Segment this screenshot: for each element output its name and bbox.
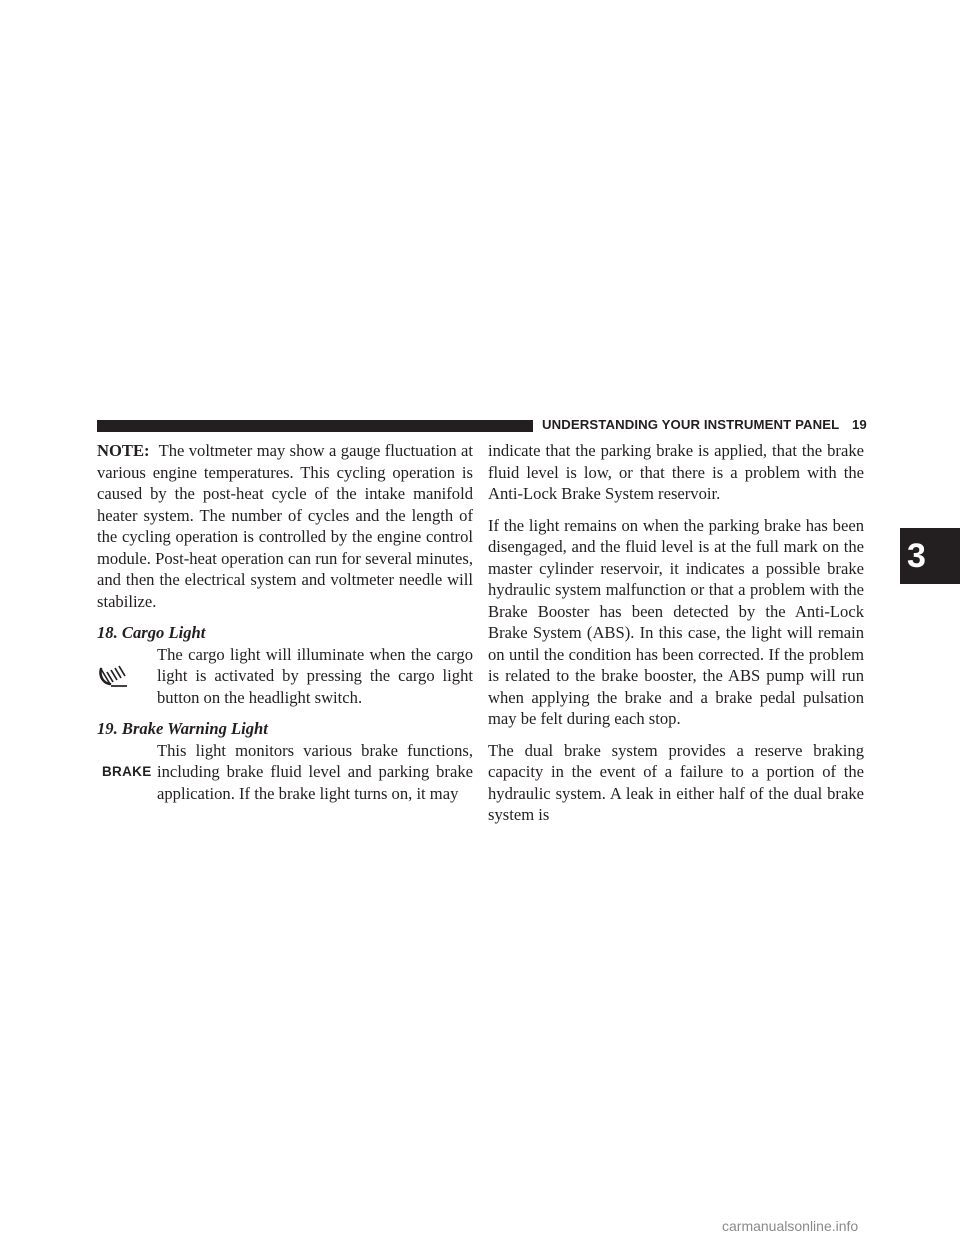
right-column <box>488 440 864 826</box>
paragraph: indicate that the parking brake is applied, that the brake fluid level is low, or that there is a problem with the Anti-Lock Brake System reservoir. <box>488 441 864 503</box>
header-bar <box>97 420 533 432</box>
section-title: UNDERSTANDING YOUR INSTRUMENT PANEL <box>542 417 840 432</box>
item-cargo-light <box>97 622 473 708</box>
item-brake-warning-light <box>97 718 473 804</box>
chapter-tab: 3 <box>900 528 960 584</box>
note-paragraph <box>97 440 473 612</box>
cargo-light-icon <box>97 663 131 689</box>
paragraph: The dual brake system provides a reserve braking capacity in the event of a failure to a portion of the hydraulic system. A leak in either half of the dual brake system is <box>488 740 864 824</box>
note-text: The voltmeter may show a gauge fluctuation at various engine temperatures. This cycling operation is caused by the post-heat cycle of the intake manifold heater system. The number of cycles and the length of the cycling operation is controlled by the engine control module. Post-heat operation can run for several minutes, and then the electrical system and voltmeter needle will stabilize. <box>97 441 473 611</box>
item-heading: 19. Brake Warning Light <box>97 719 268 738</box>
item-heading: 18. Cargo Light <box>97 623 206 642</box>
page-number: 19 <box>852 417 867 432</box>
paragraph: If the light remains on when the parking brake has been disengaged, and the fluid level is at the full mark on the master cylinder reservoir, it indicates a possible brake hydraulic system malfunction or that a problem with the Brake Booster has been detected by the Anti-Lock Brake System (ABS). In this case, the light will remain on until the condition has been corrected. If the problem is related to the brake booster, the ABS pump will run when applying the brake and a brake pedal pulsation may be felt during each stop. <box>488 515 864 728</box>
note-label: NOTE: <box>97 441 150 460</box>
left-column <box>97 440 473 804</box>
brake-warning-icon: BRAKE <box>102 764 152 779</box>
watermark: carmanualsonline.info <box>722 1218 859 1234</box>
item-text: The cargo light will illuminate when the cargo light is activated by pressing the cargo light button on the headlight switch. <box>157 644 473 707</box>
item-text: This light monitors various brake functions, including brake fluid level and parking brake application. If the brake light turns on, it may <box>157 740 473 803</box>
item-body <box>97 740 473 805</box>
item-body <box>97 644 473 709</box>
